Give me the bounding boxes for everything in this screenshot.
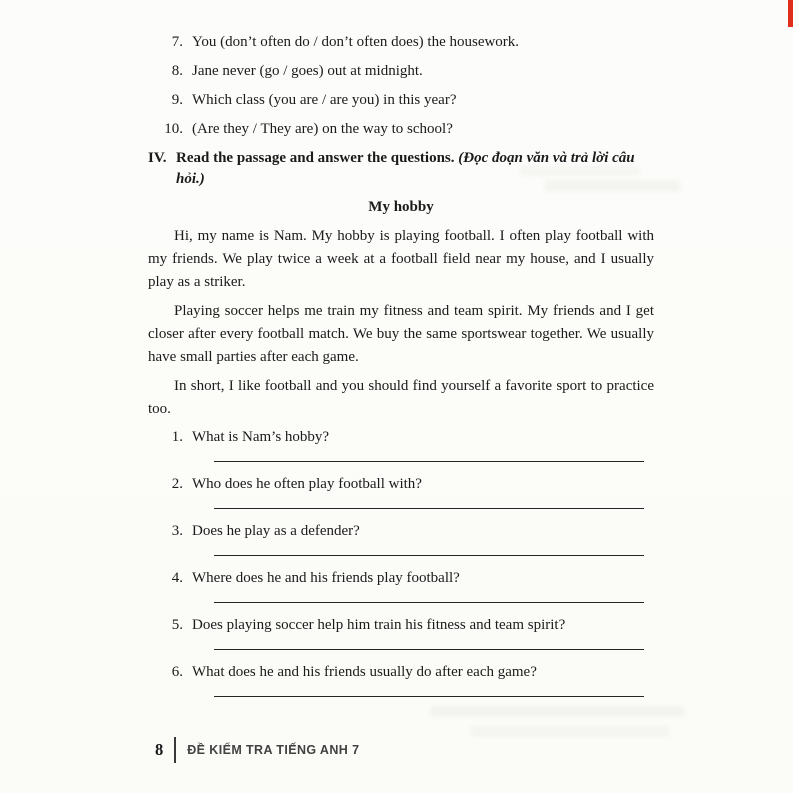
question-row <box>148 615 654 636</box>
item-text: Jane never (go / goes) out at midnight. <box>192 63 423 79</box>
answer-blank-line <box>214 461 644 462</box>
question-row <box>148 474 654 495</box>
question-row <box>148 521 654 542</box>
reading-passage <box>148 197 654 421</box>
item-number: 9. <box>171 92 183 108</box>
answer-blank-line <box>214 649 644 650</box>
list-item <box>148 61 654 82</box>
list-item <box>148 32 654 53</box>
answer-blank-line <box>214 555 644 556</box>
comprehension-questions <box>148 427 654 697</box>
section-heading <box>148 148 654 189</box>
scan-red-edge-mark <box>788 0 793 27</box>
item-number: 8. <box>171 63 183 79</box>
list-item <box>148 119 654 140</box>
question-text: Where does he and his friends play football? <box>192 570 460 586</box>
answer-blank-line <box>214 602 644 603</box>
question-text: What does he and his friends usually do after each game? <box>192 664 537 680</box>
book-title: ĐỀ KIỂM TRA TIẾNG ANH 7 <box>187 743 360 757</box>
grammar-exercise-list <box>148 32 654 140</box>
question-number: 5. <box>171 617 183 633</box>
question-number: 4. <box>171 570 183 586</box>
answer-blank-line <box>214 508 644 509</box>
section-title-vi: (Đọc đoạn văn và trả lời câu hỏi.) <box>176 150 635 187</box>
question-row <box>148 427 654 448</box>
question-block <box>148 568 654 603</box>
passage-paragraph: Playing soccer helps me train my fitness and team spirit. My friends and I get closer after every football match. We buy the same sportswear together. We usually have small parties after each game. <box>148 303 654 365</box>
question-block <box>148 427 654 462</box>
footer-divider <box>174 737 176 763</box>
item-text: (Are they / They are) on the way to school? <box>192 121 453 137</box>
question-text: What is Nam’s hobby? <box>192 429 330 445</box>
question-row <box>148 568 654 589</box>
question-text: Does he play as a defender? <box>192 523 360 539</box>
question-number: 3. <box>171 523 183 539</box>
question-block <box>148 521 654 556</box>
section-title <box>176 148 654 189</box>
item-number: 10. <box>164 121 183 137</box>
answer-blank-line <box>214 696 644 697</box>
section-title-en: Read the passage and answer the questions. <box>176 150 459 166</box>
item-text: Which class (you are / are you) in this year? <box>192 92 457 108</box>
question-block <box>148 474 654 509</box>
item-number: 7. <box>171 34 183 50</box>
question-number: 2. <box>171 476 183 492</box>
question-number: 1. <box>171 429 183 445</box>
passage-paragraph: In short, I like football and you should find yourself a favorite sport to practice too. <box>148 378 654 417</box>
page-number: 8 <box>155 740 164 759</box>
page-content <box>148 32 654 709</box>
passage-title: My hobby <box>368 199 434 215</box>
question-number: 6. <box>171 664 183 680</box>
question-block <box>148 615 654 650</box>
page-footer <box>155 737 359 763</box>
question-block <box>148 662 654 697</box>
question-text: Who does he often play football with? <box>192 476 422 492</box>
item-text: You (don’t often do / don’t often does) the housework. <box>192 34 520 50</box>
section-label: IV. <box>148 150 167 166</box>
question-row <box>148 662 654 683</box>
scan-bleedthrough-artifact <box>470 726 670 737</box>
question-text: Does playing soccer help him train his fitness and team spirit? <box>192 617 566 633</box>
passage-paragraph: Hi, my name is Nam. My hobby is playing football. I often play football with my friends. We play twice a week at a football field near my house, and I usually play as a striker. <box>148 228 654 290</box>
list-item <box>148 90 654 111</box>
